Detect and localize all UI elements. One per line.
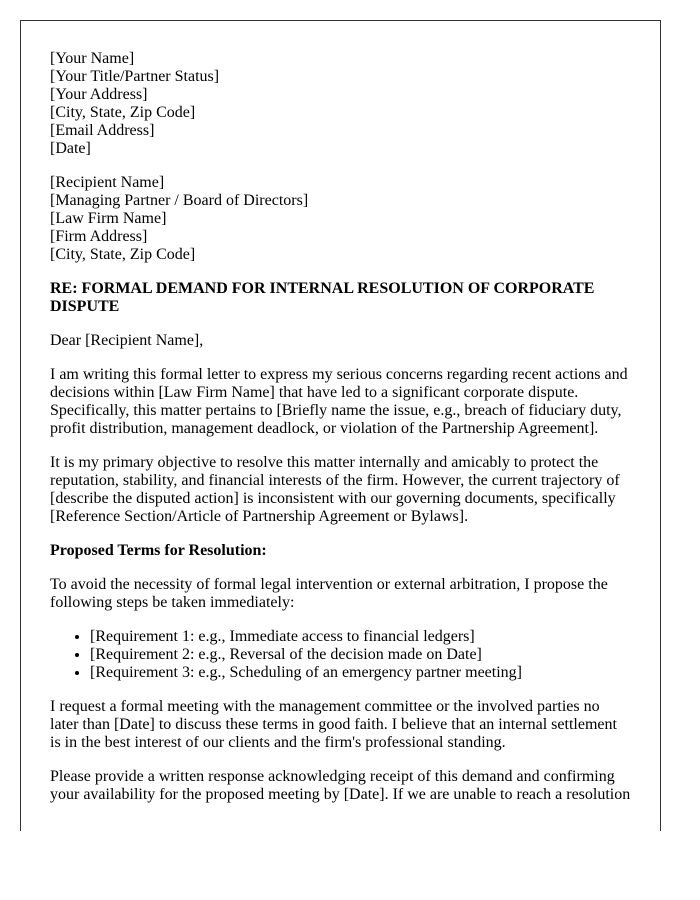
- body-paragraph-1: I am writing this formal letter to express my serious concerns regarding recent actions and decisions within [Law Firm Name] that have led to a significant corporate dispute. Specifically, this matter pertains to [Briefly name the issue, e.g., breach of fiduciary duty, profit distribution, management deadlock, or violation of the Partnership Agreement].: [50, 366, 628, 437]
- letter-page: [20, 20, 661, 831]
- recipient-firm-address: [Firm Address]: [50, 228, 148, 245]
- terms-heading: Proposed Terms for Resolution:: [50, 542, 267, 559]
- recipient-address-block: [50, 174, 631, 264]
- body-paragraph-5: Please provide a written response acknowledging receipt of this demand and confirming your availability for the proposed meeting by [Date]. If we are unable to reach a resolution: [50, 768, 631, 803]
- recipient-firm-name: [Law Firm Name]: [50, 210, 167, 227]
- sender-city-state-zip: [City, State, Zip Code]: [50, 104, 196, 121]
- body-paragraph-2: It is my primary objective to resolve this matter internally and amicably to protect the reputation, stability, and financial interests of the firm. However, the current trajectory of [describe the disputed action] is inconsistent with our governing documents, specifically [Reference Section/Article of Partnership Agreement or Bylaws].: [50, 454, 620, 525]
- sender-name: [Your Name]: [50, 50, 135, 67]
- sender-address-block: [50, 50, 631, 158]
- sender-address: [Your Address]: [50, 86, 148, 103]
- recipient-title: [Managing Partner / Board of Directors]: [50, 192, 309, 209]
- requirement-item: • [Requirement 3: e.g., Scheduling of an emergency partner meeting]: [90, 664, 631, 682]
- requirement-item: • [Requirement 2: e.g., Reversal of the decision made on Date]: [90, 646, 631, 664]
- body-paragraph-4: I request a formal meeting with the management committee or the involved parties no later than [Date] to discuss these terms in good faith. I believe that an internal settlement is in the best interest of our clients and the firm's professional standing.: [50, 698, 617, 751]
- sender-email: [Email Address]: [50, 122, 155, 139]
- recipient-name: [Recipient Name]: [50, 174, 165, 191]
- requirement-item: • [Requirement 1: e.g., Immediate access to financial ledgers]: [90, 628, 631, 646]
- body-paragraph-3: To avoid the necessity of formal legal intervention or external arbitration, I propose the following steps be taken immediately:: [50, 576, 608, 611]
- recipient-city-state-zip: [City, State, Zip Code]: [50, 246, 196, 263]
- requirements-list: [50, 628, 631, 682]
- salutation: Dear [Recipient Name],: [50, 332, 204, 349]
- subject-line: RE: FORMAL DEMAND FOR INTERNAL RESOLUTION OF CORPORATE DISPUTE: [50, 280, 595, 315]
- letter-date: [Date]: [50, 140, 91, 157]
- sender-title: [Your Title/Partner Status]: [50, 68, 220, 85]
